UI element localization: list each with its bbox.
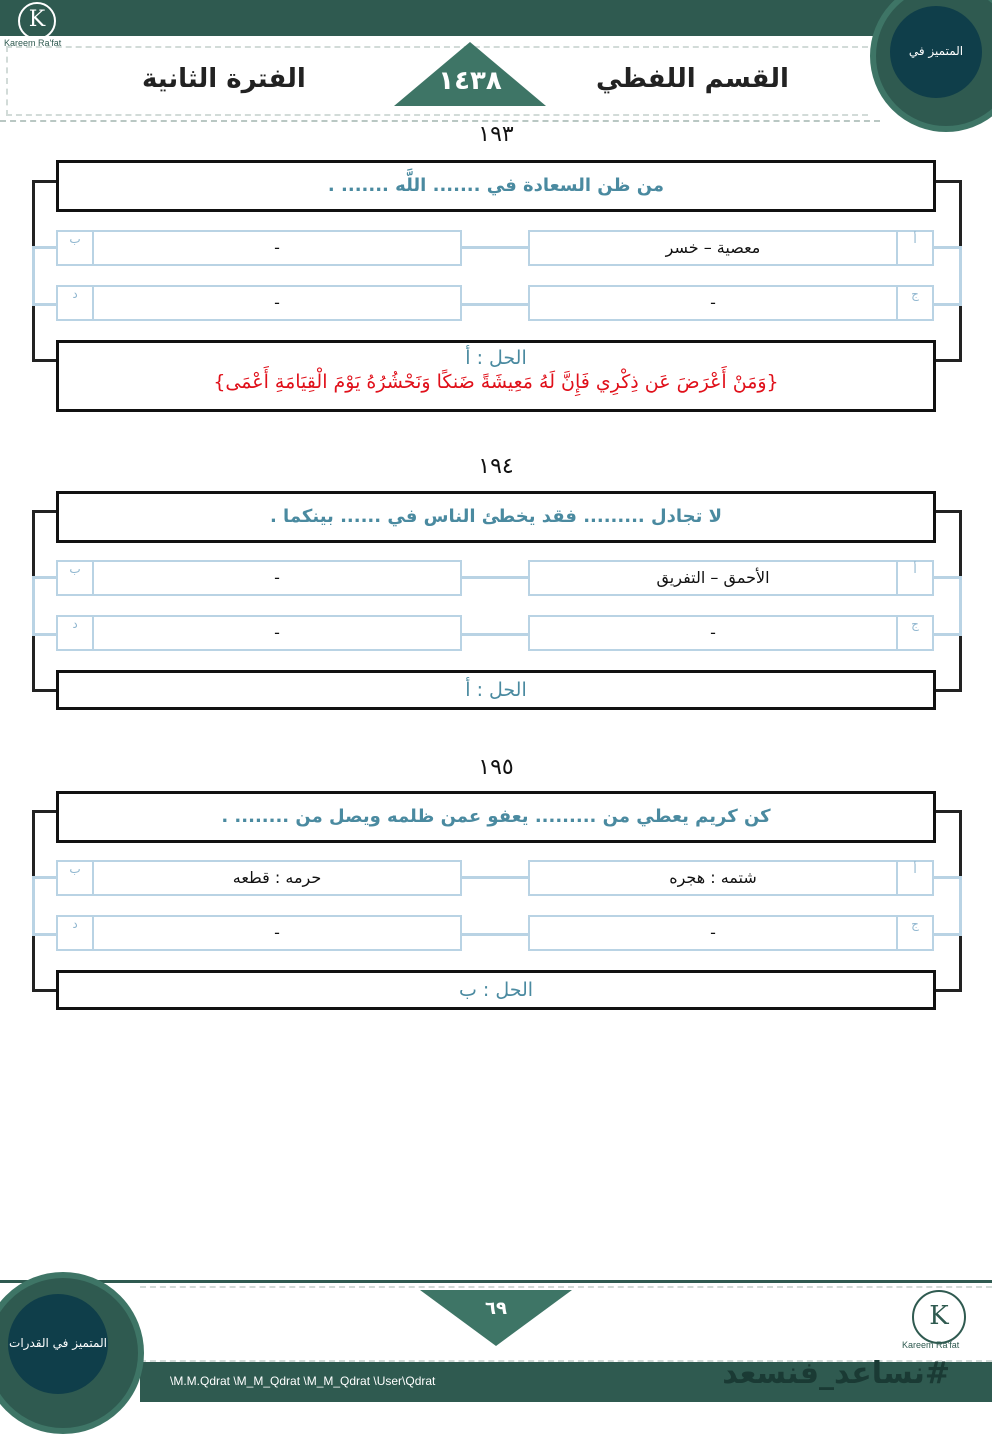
solution-box xyxy=(56,340,936,412)
year-label: ١٤٣٨ xyxy=(438,66,502,96)
brand-name: Kareem Ra'fat xyxy=(4,38,62,48)
question-number: ١٩٣ xyxy=(478,122,514,147)
option-letter: أ xyxy=(896,862,932,894)
section-title: القسم اللفظي xyxy=(596,64,789,94)
option-text: شتمه : هجره xyxy=(669,868,757,887)
option-text: - xyxy=(274,293,280,312)
option-letter: ج xyxy=(896,287,932,319)
question-number: ١٩٥ xyxy=(478,755,514,780)
solution-box xyxy=(56,670,936,710)
option-a[interactable] xyxy=(528,860,934,896)
question-text: لا تجادل ......... فقد يخطئ الناس في ...... بينكما . xyxy=(269,506,723,527)
option-text: - xyxy=(710,923,716,942)
option-d[interactable] xyxy=(56,915,462,951)
option-letter: ج xyxy=(896,917,932,949)
brand-logo-icon: K xyxy=(18,2,56,40)
option-letter: د xyxy=(58,287,94,319)
option-b[interactable] xyxy=(56,560,462,596)
option-letter: ب xyxy=(58,862,94,894)
question-box xyxy=(56,791,936,843)
option-letter: أ xyxy=(896,232,932,264)
social-links[interactable]: \M.M.Qdrat \M_M_Qdrat \M_M_Qdrat \User\Qdrat xyxy=(170,1374,436,1388)
option-text: - xyxy=(274,568,280,587)
book-logo-icon: المتميز في القدرات xyxy=(890,6,982,98)
question-text: من ظن السعادة في ....... اللَّه ....... . xyxy=(327,175,665,196)
option-letter: ب xyxy=(58,562,94,594)
option-text: حرمه : قطعه xyxy=(232,868,322,887)
solution-text: الحل : أ xyxy=(465,679,527,701)
option-c[interactable] xyxy=(528,615,934,651)
option-text: معصية – خسر xyxy=(665,238,761,257)
option-a[interactable] xyxy=(528,230,934,266)
option-c[interactable] xyxy=(528,285,934,321)
option-letter: أ xyxy=(896,562,932,594)
option-letter: ج xyxy=(896,617,932,649)
header-band xyxy=(0,0,992,36)
question-text: كن كريم يعطي من ......... يعفو عمن ظلمه ويصل من ........ . xyxy=(221,806,771,827)
option-a[interactable] xyxy=(528,560,934,596)
solution-quote: {وَمَنْ أَعْرَضَ عَن ذِكْرِي فَإِنَّ لَهُ مَعِيشَةً ضَنكًا وَنَحْشُرُهُ يَوْمَ الْقِيَامَةِ أَعْمَى} xyxy=(213,371,779,393)
option-letter: د xyxy=(58,917,94,949)
solution-text: الحل : ب xyxy=(458,979,534,1001)
solution-text: الحل : أ xyxy=(465,347,527,369)
option-d[interactable] xyxy=(56,285,462,321)
page-number: ٦٩ xyxy=(485,1298,507,1319)
solution-box xyxy=(56,970,936,1010)
option-c[interactable] xyxy=(528,915,934,951)
question-box xyxy=(56,160,936,212)
option-text: - xyxy=(274,623,280,642)
option-b[interactable] xyxy=(56,860,462,896)
hashtag: #نساعد_فنسعد xyxy=(722,1356,950,1391)
option-d[interactable] xyxy=(56,615,462,651)
option-b[interactable] xyxy=(56,230,462,266)
option-text: - xyxy=(274,923,280,942)
option-text: - xyxy=(710,293,716,312)
option-text: - xyxy=(710,623,716,642)
brand-name: Kareem Ra'fat xyxy=(902,1340,960,1350)
period-title: الفترة الثانية xyxy=(142,64,306,94)
brand-logo-icon: K xyxy=(912,1290,966,1344)
option-text: - xyxy=(274,238,280,257)
option-letter: د xyxy=(58,617,94,649)
option-letter: ب xyxy=(58,232,94,264)
question-box xyxy=(56,491,936,543)
option-text: الأحمق – التفريق xyxy=(656,568,770,587)
book-logo-icon: المتميز في القدرات xyxy=(8,1294,108,1394)
question-number: ١٩٤ xyxy=(478,454,514,479)
